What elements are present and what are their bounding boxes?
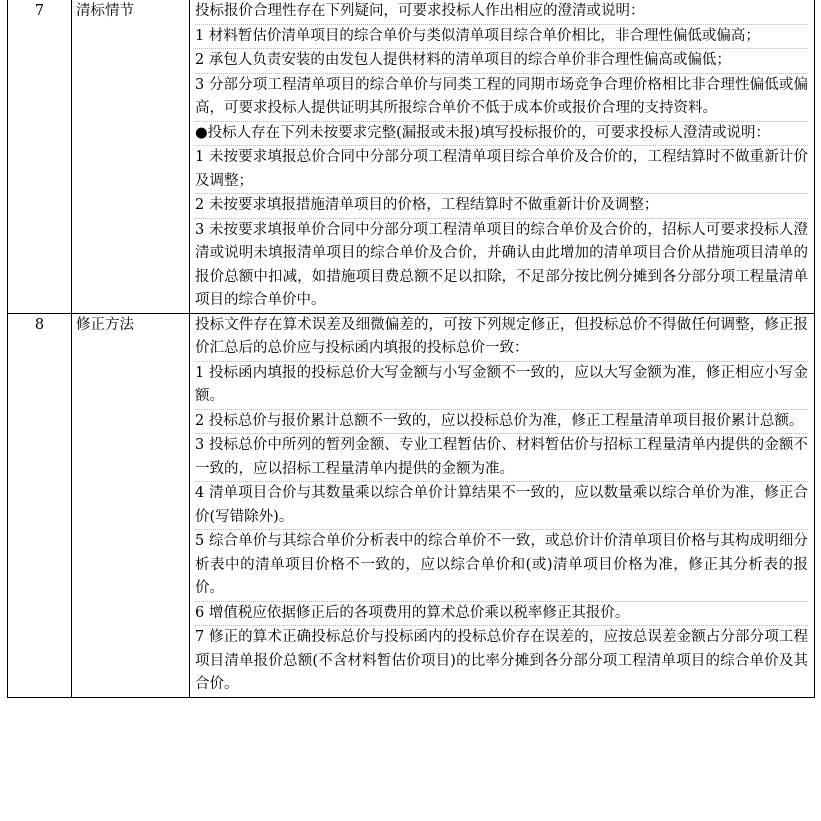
paragraph: 7 修正的算术正确投标总价与投标函内的投标总价存在误差的，应按总误差金额占分部分项工程项目清单报价总额(不含材料暂估价项目)的比率分摊到各分部分项工程清单项目的综合单价及其合价。 [195,629,808,692]
paragraph: 3 分部分项工程清单项目的综合单价与同类工程的同期市场竞争合理价格相比非合理性偏低或偏高，可要求投标人提供证明其所报综合单价不低于成本价或报价合理的支持资料。 [195,74,808,122]
paragraph: 2 未按要求填报措施清单项目的价格，工程结算时不做重新计价及调整； [195,194,808,219]
row-item-title: 清标情节 [72,0,190,313]
paragraph: 投标报价合理性存在下列疑问，可要求投标人作出相应的澄清或说明： [195,0,808,25]
row-number: 8 [8,313,72,697]
row-content [190,0,815,313]
paragraph: 4 清单项目合价与其数量乘以综合单价计算结果不一致的，应以数量乘以综合单价为准，修正合价(写错除外)。 [195,482,808,530]
table-row-8 [8,313,815,697]
paragraph: 2 投标总价与报价累计总额不一致的，应以投标总价为准，修正工程量清单项目报价累计总额。 [195,410,808,435]
row-item-title: 修正方法 [72,313,190,697]
paragraph: 2 承包人负责安装的由发包人提供材料的清单项目的综合单价非合理性偏高或偏低； [195,49,808,74]
paragraph: 1 未按要求填报总价合同中分部分项工程清单项目综合单价及合价的，工程结算时不做重新计价及调整； [195,146,808,194]
table-row-7 [8,0,815,313]
paragraph: 3 未按要求填报单价合同中分部分项工程清单项目的综合单价及合价的，招标人可要求投标人澄清或说明未填报清单项目的综合单价及合价，并确认由此增加的清单项目合价从措施项目清单的报价总额中扣减，如措施项目费总额不足以扣除，不足部分按比例分摊到各分部分项工程量清单项目的综合单价中。 [195,221,808,308]
paragraph: ●投标人存在下列未按要求完整(漏报或未报)填写投标报价的，可要求投标人澄清或说明： [195,122,808,147]
clause-table [7,0,815,698]
paragraph: 1 材料暂估价清单项目的综合单价与类似清单项目综合单价相比，非合理性偏低或偏高； [195,25,808,50]
paragraph: 投标文件存在算术误差及细微偏差的，可按下列规定修正，但投标总价不得做任何调整，修正报价汇总后的总价应与投标函内填报的投标总价一致： [195,314,808,362]
paragraph: 5 综合单价与其综合单价分析表中的综合单价不一致，或总价计价清单项目价格与其构成明细分析表中的清单项目价格不一致的，应以综合单价和(或)清单项目价格为准，修正其分析表的报价。 [195,530,808,602]
paragraph: 6 增值税应依据修正后的各项费用的算术总价乘以税率修正其报价。 [195,602,808,627]
row-content [190,313,815,697]
paragraph: 3 投标总价中所列的暂列金额、专业工程暂估价、材料暂估价与招标工程量清单内提供的金额不一致的，应以招标工程量清单内提供的金额为准。 [195,434,808,482]
paragraph: 1 投标函内填报的投标总价大写金额与小写金额不一致的，应以大写金额为准，修正相应小写金额。 [195,362,808,410]
row-number: 7 [8,0,72,313]
